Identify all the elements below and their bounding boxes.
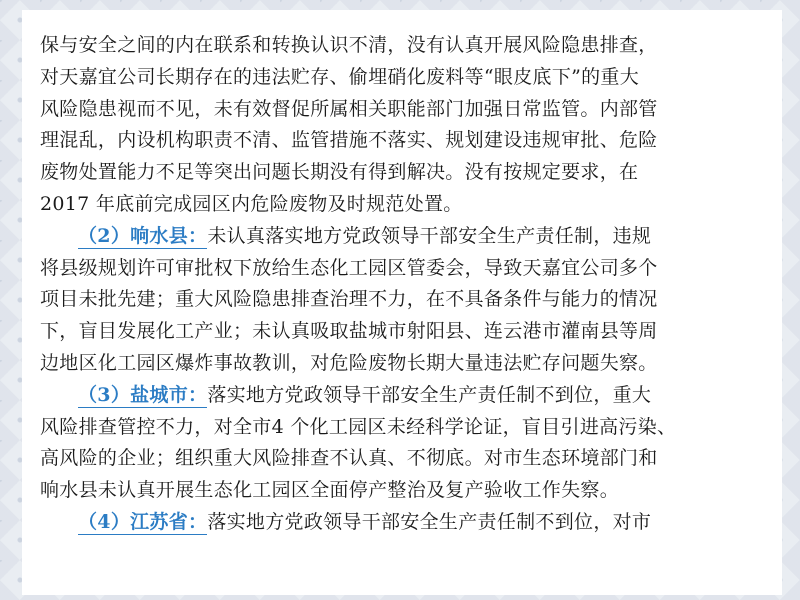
text-line: 响水县未认真开展生态化工园区全面停产整治及复产验收工作失察。 (40, 479, 620, 502)
paragraph-yancheng (40, 380, 772, 412)
text-segment: 落实地方党政领导干部安全生产责任制不到位，对市 (207, 510, 652, 533)
text-line: 保与安全之间的内在联系和转换认识不清，没有认真开展风险隐患排查， (40, 34, 658, 56)
text-segment: 落实地方党政领导干部安全生产责任制不到位，重大 (207, 383, 652, 406)
section-heading-jiangsu: （4）江苏省： (78, 510, 208, 533)
text-line: 边地区化工园区爆炸事故教训，对危险废物长期大量违法贮存问题失察。 (40, 351, 658, 374)
text-line: 项目未批先建；重大风险隐患排查治理不力，在不具备条件与能力的情况 (40, 288, 658, 311)
paragraph-xiangshui (40, 221, 772, 253)
text-line: 2017 年底前完成园区内危险废物及时规范处置。 (40, 192, 463, 215)
text-line: 对天嘉宜公司长期存在的违法贮存、偷埋硝化废料等“眼皮底下”的重大 (40, 65, 640, 88)
text-line: 理混乱，内设机构职责不清、监管措施不落实、规划建设违规审批、危险 (40, 129, 658, 152)
text-line: 下，盲目发展化工产业；未认真吸取盐城市射阳县、连云港市灌南县等周 (40, 320, 658, 343)
text-line: 风险隐患视而不见，未有效督促所属相关职能部门加强日常监管。内部管 (40, 97, 658, 120)
paragraph-jiangsu (40, 507, 772, 539)
document-body (40, 30, 772, 539)
text-line: 将县级规划许可审批权下放给生态化工园区管委会，导致天嘉宜公司多个 (40, 256, 658, 279)
text-line: 废物处置能力不足等突出问题长期没有得到解决。没有按规定要求，在 (40, 161, 639, 184)
text-line: 风险排查管控不力，对全市4 个化工园区未经科学论证，盲目引进高污染、 (40, 415, 677, 438)
section-heading-xiangshui: （2）响水县： (78, 224, 208, 247)
text-line: 高风险的企业；组织重大风险排查不认真、不彻底。对市生态环境部门和 (40, 447, 658, 470)
text-segment: 未认真落实地方党政领导干部安全生产责任制，违规 (207, 224, 652, 247)
section-heading-yancheng: （3）盐城市： (78, 383, 208, 406)
slide-page (22, 10, 782, 595)
